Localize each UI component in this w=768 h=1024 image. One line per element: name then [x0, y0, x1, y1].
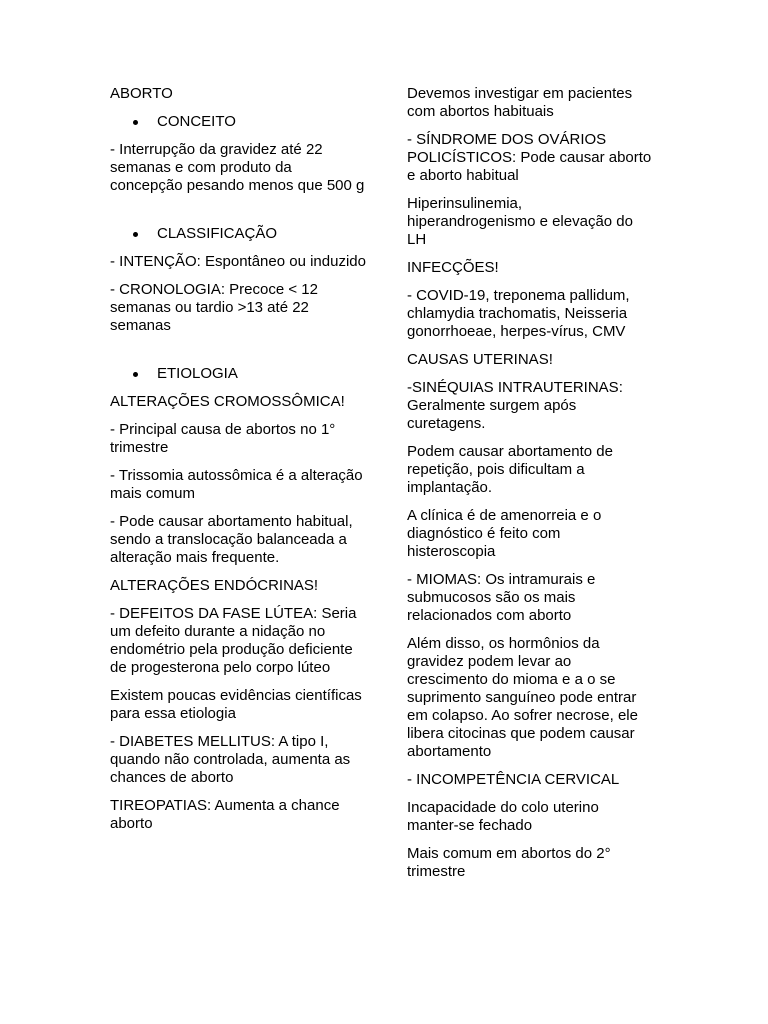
paragraph: - DIABETES MELLITUS: A tipo I, quando não controlada, aumenta as chances de aborto	[110, 733, 351, 786]
bullet-icon	[133, 372, 138, 377]
paragraph: - Principal causa de abortos no 1° trimestre	[110, 421, 336, 456]
paragraph: TIREOPATIAS: Aumenta a chance aborto	[110, 797, 340, 832]
paragraph: -SINÉQUIAS INTRAUTERINAS: Geralmente surgem após curetagens.	[407, 379, 623, 432]
paragraph: Mais comum em abortos do 2° trimestre	[407, 845, 611, 880]
paragraph: Hiperinsulinemia, hiperandrogenismo e elevação do LH	[407, 195, 633, 248]
subheading: ALTERAÇÕES ENDÓCRINAS!	[110, 577, 319, 594]
subheading: INFECÇÕES!	[407, 259, 499, 276]
blank-line	[110, 205, 368, 225]
section-heading-label: CLASSIFICAÇÃO	[157, 225, 278, 242]
paragraph: - COVID-19, treponema pallidum, chlamydia trachomatis, Neisseria gonorrhoeae, herpes-vírus, CMV	[407, 287, 630, 340]
paragraph: - CRONOLOGIA: Precoce < 12 semanas ou tardio >13 até 22 semanas	[110, 281, 318, 334]
document-title: ABORTO	[110, 85, 173, 102]
bullet-icon	[133, 232, 138, 237]
left-column	[110, 85, 368, 843]
paragraph: Existem poucas evidências científicas para essa etiologia	[110, 687, 362, 722]
paragraph: - Pode causar abortamento habitual, sendo a translocação balanceada a alteração mais frequente.	[110, 513, 353, 566]
paragraph: - MIOMAS: Os intramurais e submucosos são os mais relacionados com aborto	[407, 571, 596, 624]
paragraph: Devemos investigar em pacientes com abortos habituais	[407, 85, 633, 120]
paragraph: - DEFEITOS DA FASE LÚTEA: Seria um defeito durante a nidação no endométrio pela produção deficiente de progesterona pelo corpo lúteo	[110, 605, 357, 676]
paragraph: - Trissomia autossômica é a alteração mais comum	[110, 467, 363, 502]
paragraph: - Interrupção da gravidez até 22 semanas e com produto da concepção pesando menos que 500 g	[110, 141, 365, 194]
subheading: ALTERAÇÕES CROMOSSÔMICA!	[110, 393, 345, 410]
paragraph: A clínica é de amenorreia e o diagnóstico é feito com histeroscopia	[407, 507, 602, 560]
paragraph: Além disso, os hormônios da gravidez podem levar ao crescimento do mioma e a o se suprimento sanguíneo pode entrar em colapso. Ao sofrer necrose, ele libera citocinas que podem causar abortamento	[407, 635, 638, 760]
blank-line	[110, 345, 368, 365]
paragraph: - SÍNDROME DOS OVÁRIOS POLICÍSTICOS: Pode causar aborto e aborto habitual	[407, 131, 652, 184]
section-heading-classificacao	[110, 225, 368, 243]
paragraph: - INTENÇÃO: Espontâneo ou induzido	[110, 253, 366, 270]
paragraph: - INCOMPETÊNCIA CERVICAL	[407, 771, 620, 788]
paragraph: Podem causar abortamento de repetição, pois dificultam a implantação.	[407, 443, 613, 496]
section-heading-label: CONCEITO	[157, 113, 236, 130]
section-heading-etiologia	[110, 365, 368, 383]
subheading: CAUSAS UTERINAS!	[407, 351, 553, 368]
right-column	[407, 85, 652, 891]
section-heading-label: ETIOLOGIA	[157, 365, 238, 382]
paragraph: Incapacidade do colo uterino manter-se fechado	[407, 799, 599, 834]
bullet-icon	[133, 120, 138, 125]
section-heading-conceito	[110, 113, 368, 131]
